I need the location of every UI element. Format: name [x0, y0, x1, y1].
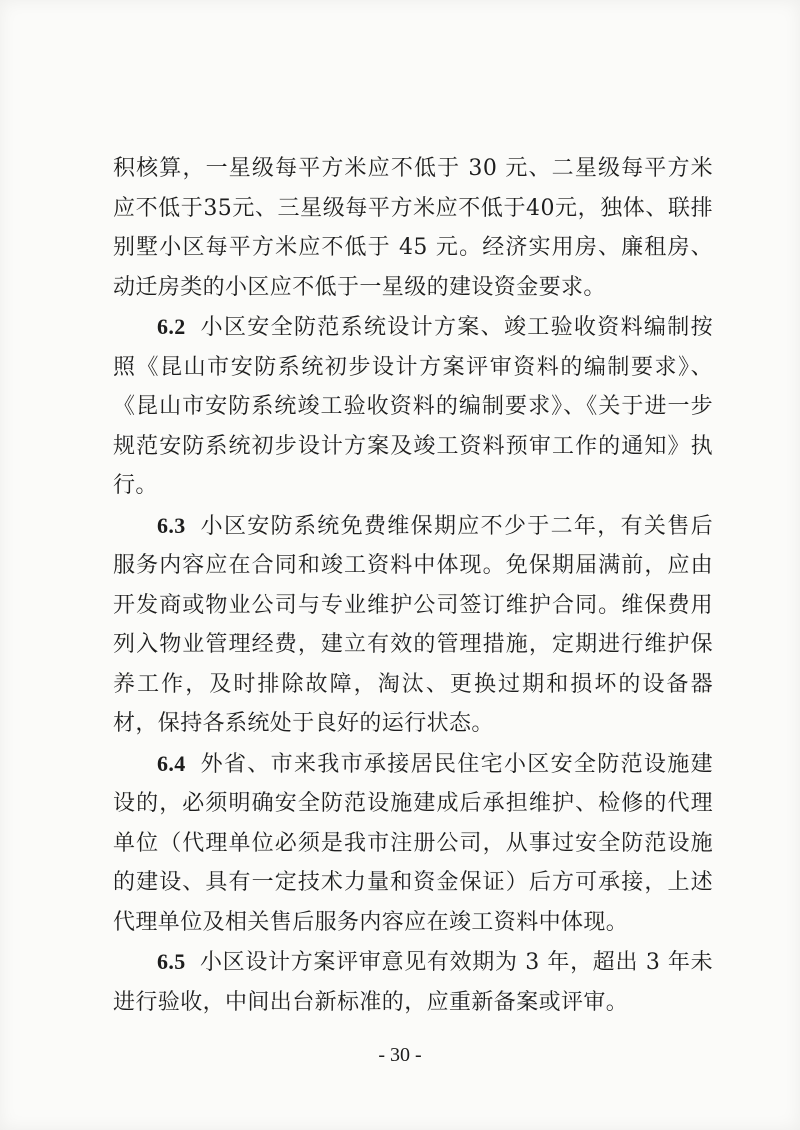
paragraph-continued	[113, 149, 713, 307]
section-number: 6.5	[157, 949, 186, 974]
paragraph-text: 积核算，一星级每平方米应不低于 30 元、二星级每平方米应不低于35元、三星级每平方米应不低于40元，独体、联排别墅小区每平方米应不低于 45 元。经济实用房、廉租房、动迁房类的小区应不低于一星级的建设资金要求。	[113, 156, 713, 300]
paragraph-6-3	[113, 506, 713, 744]
paragraph-text: 小区设计方案评审意见有效期为 3 年，超出 3 年未进行验收，中间出台新标准的，应重新备案或评审。	[113, 950, 713, 1015]
paragraph-text: 外省、市来我市承接居民住宅小区安全防范设施建设的，必须明确安全防范设施建成后承担维护、检修的代理单位（代理单位必须是我市注册公司，从事过安全防范设施的建设、具有一定技术力量和资金保证）后方可承接，上述代理单位及相关售后服务内容应在竣工资料中体现。	[113, 751, 713, 935]
paragraph-6-5	[113, 942, 713, 1022]
section-number: 6.2	[157, 314, 186, 339]
paragraph-6-4	[113, 744, 713, 943]
section-number: 6.3	[157, 512, 186, 538]
section-number: 6.4	[157, 750, 186, 776]
paragraph-text: 小区安全防范系统设计方案、竣工验收资料编制按照《昆山市安防系统初步设计方案评审资料的编制要求》、《昆山市安防系统竣工验收资料的编制要求》、《关于进一步规范安防系统初步设计方案及竣工资料预审工作的通知》执行。	[113, 315, 713, 498]
paragraph-6-2	[113, 307, 713, 506]
paragraph-text: 小区安防系统免费维保期应不少于二年，有关售后服务内容应在合同和竣工资料中体现。免保期届满前，应由开发商或物业公司与专业维护公司签订维护合同。维保费用列入物业管理经费，建立有效的管理措施，定期进行维护保养工作，及时排除故障，淘汰、更换过期和损坏的设备器材，保持各系统处于良好的运行状态。	[113, 513, 713, 736]
page-number: - 30 -	[378, 1044, 422, 1066]
body-text	[113, 149, 713, 1022]
